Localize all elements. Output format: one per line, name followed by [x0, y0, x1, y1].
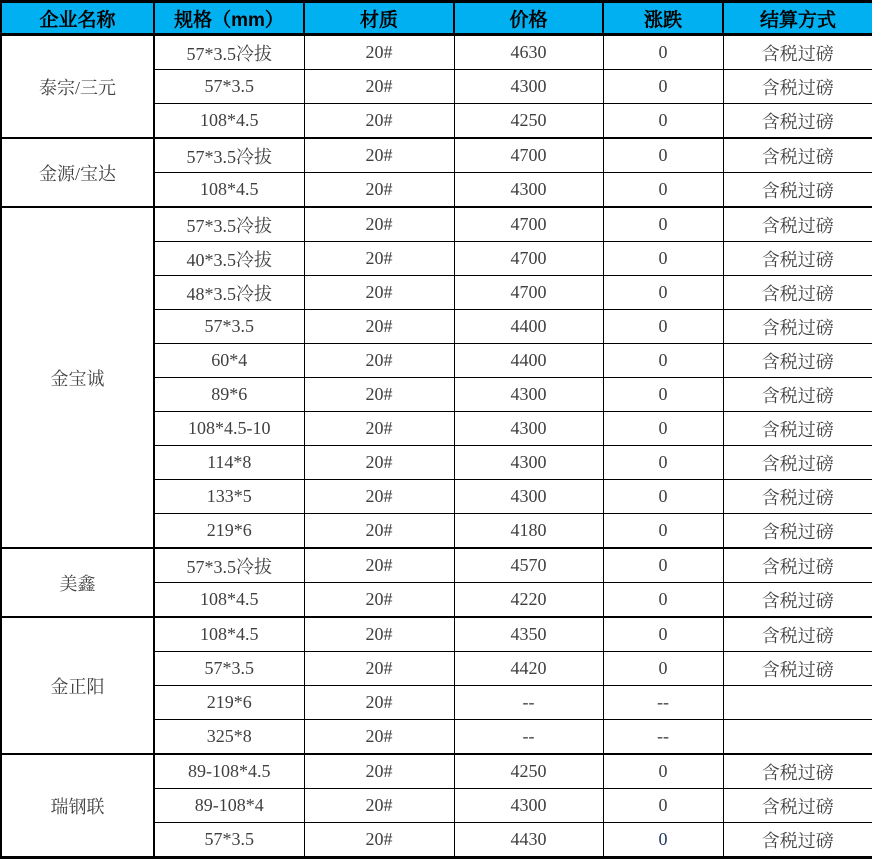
material-cell: 20# [304, 242, 454, 276]
spec-cell: 219*6 [154, 686, 304, 720]
settlement-cell: 含税过磅 [723, 104, 872, 139]
settlement-cell: 含税过磅 [723, 548, 872, 583]
settlement-cell: 含税过磅 [723, 514, 872, 549]
settlement-cell: 含税过磅 [723, 789, 872, 823]
material-cell: 20# [304, 754, 454, 789]
material-cell: 20# [304, 35, 454, 70]
material-cell: 20# [304, 173, 454, 208]
spec-cell: 108*4.5 [154, 173, 304, 208]
settlement-cell: 含税过磅 [723, 173, 872, 208]
change-cell: 0 [603, 754, 723, 789]
material-cell: 20# [304, 686, 454, 720]
price-cell: 4570 [454, 548, 603, 583]
spec-cell: 60*4 [154, 344, 304, 378]
material-cell: 20# [304, 583, 454, 618]
material-cell: 20# [304, 70, 454, 104]
spec-cell: 57*3.5 [154, 70, 304, 104]
company-cell: 美鑫 [1, 548, 154, 617]
settlement-cell [723, 720, 872, 755]
change-cell: 0 [603, 173, 723, 208]
spec-cell: 57*3.5 [154, 310, 304, 344]
spec-cell: 57*3.5冷拔 [154, 207, 304, 242]
price-cell: 4350 [454, 617, 603, 652]
price-cell: -- [454, 686, 603, 720]
settlement-cell: 含税过磅 [723, 378, 872, 412]
material-cell: 20# [304, 344, 454, 378]
change-cell: 0 [603, 344, 723, 378]
company-cell: 金源/宝达 [1, 138, 154, 207]
settlement-cell: 含税过磅 [723, 70, 872, 104]
table-row [1, 138, 872, 173]
price-cell: 4400 [454, 310, 603, 344]
spec-cell: 57*3.5 [154, 823, 304, 858]
material-cell: 20# [304, 652, 454, 686]
price-cell: -- [454, 720, 603, 755]
settlement-cell: 含税过磅 [723, 344, 872, 378]
material-cell: 20# [304, 207, 454, 242]
company-cell: 金宝诚 [1, 207, 154, 548]
price-cell: 4700 [454, 138, 603, 173]
change-cell: 0 [603, 242, 723, 276]
change-cell: 0 [603, 276, 723, 310]
header-row [1, 2, 872, 35]
price-cell: 4430 [454, 823, 603, 858]
change-cell: 0 [603, 652, 723, 686]
price-cell: 4300 [454, 412, 603, 446]
header-material: 材质 [304, 2, 454, 35]
change-cell: 0 [603, 789, 723, 823]
material-cell: 20# [304, 480, 454, 514]
price-cell: 4300 [454, 480, 603, 514]
material-cell: 20# [304, 789, 454, 823]
change-cell: 0 [603, 412, 723, 446]
company-cell: 瑞钢联 [1, 754, 154, 858]
price-cell: 4700 [454, 207, 603, 242]
spec-cell: 114*8 [154, 446, 304, 480]
spec-cell: 219*6 [154, 514, 304, 549]
settlement-cell [723, 686, 872, 720]
change-cell: 0 [603, 138, 723, 173]
material-cell: 20# [304, 378, 454, 412]
spec-cell: 48*3.5冷拔 [154, 276, 304, 310]
settlement-cell: 含税过磅 [723, 652, 872, 686]
material-cell: 20# [304, 720, 454, 755]
change-cell: 0 [603, 617, 723, 652]
settlement-cell: 含税过磅 [723, 138, 872, 173]
material-cell: 20# [304, 412, 454, 446]
change-cell: 0 [603, 310, 723, 344]
change-cell: 0 [603, 583, 723, 618]
spec-cell: 89*6 [154, 378, 304, 412]
table-body [1, 35, 872, 858]
change-cell: 0 [603, 480, 723, 514]
change-cell: -- [603, 686, 723, 720]
table-row [1, 207, 872, 242]
price-cell: 4300 [454, 173, 603, 208]
price-cell: 4630 [454, 35, 603, 70]
settlement-cell: 含税过磅 [723, 617, 872, 652]
settlement-cell: 含税过磅 [723, 310, 872, 344]
change-cell: 0 [603, 446, 723, 480]
settlement-cell: 含税过磅 [723, 35, 872, 70]
spec-cell: 108*4.5 [154, 104, 304, 139]
settlement-cell: 含税过磅 [723, 276, 872, 310]
change-cell: 0 [603, 548, 723, 583]
spec-cell: 57*3.5冷拔 [154, 138, 304, 173]
header-spec: 规格（mm） [154, 2, 304, 35]
settlement-cell: 含税过磅 [723, 412, 872, 446]
settlement-cell: 含税过磅 [723, 207, 872, 242]
change-cell: 0 [603, 35, 723, 70]
settlement-cell: 含税过磅 [723, 754, 872, 789]
change-cell: 0 [603, 378, 723, 412]
price-cell: 4300 [454, 446, 603, 480]
price-cell: 4700 [454, 276, 603, 310]
settlement-cell: 含税过磅 [723, 242, 872, 276]
spec-cell: 57*3.5冷拔 [154, 35, 304, 70]
spec-cell: 57*3.5 [154, 652, 304, 686]
spec-cell: 108*4.5 [154, 583, 304, 618]
settlement-cell: 含税过磅 [723, 823, 872, 858]
header-settlement: 结算方式 [723, 2, 872, 35]
price-cell: 4300 [454, 378, 603, 412]
material-cell: 20# [304, 104, 454, 139]
material-cell: 20# [304, 276, 454, 310]
material-cell: 20# [304, 310, 454, 344]
price-cell: 4220 [454, 583, 603, 618]
company-cell: 金正阳 [1, 617, 154, 754]
spec-cell: 40*3.5冷拔 [154, 242, 304, 276]
material-cell: 20# [304, 446, 454, 480]
price-cell: 4250 [454, 754, 603, 789]
spec-cell: 89-108*4 [154, 789, 304, 823]
change-cell: 0 [603, 70, 723, 104]
spec-cell: 57*3.5冷拔 [154, 548, 304, 583]
price-cell: 4400 [454, 344, 603, 378]
header-price: 价格 [454, 2, 603, 35]
table-row [1, 754, 872, 789]
company-cell: 泰宗/三元 [1, 35, 154, 139]
table-row [1, 617, 872, 652]
material-cell: 20# [304, 617, 454, 652]
settlement-cell: 含税过磅 [723, 446, 872, 480]
spec-cell: 133*5 [154, 480, 304, 514]
price-cell: 4300 [454, 789, 603, 823]
spec-cell: 108*4.5 [154, 617, 304, 652]
change-cell: 0 [603, 104, 723, 139]
material-cell: 20# [304, 138, 454, 173]
price-cell: 4420 [454, 652, 603, 686]
material-cell: 20# [304, 823, 454, 858]
price-cell: 4250 [454, 104, 603, 139]
change-cell: 0 [603, 207, 723, 242]
settlement-cell: 含税过磅 [723, 583, 872, 618]
spec-cell: 325*8 [154, 720, 304, 755]
table-row [1, 548, 872, 583]
header-change: 涨跌 [603, 2, 723, 35]
table-row [1, 35, 872, 70]
price-cell: 4300 [454, 70, 603, 104]
spec-cell: 89-108*4.5 [154, 754, 304, 789]
change-cell: 0 [603, 823, 723, 858]
price-cell: 4700 [454, 242, 603, 276]
material-cell: 20# [304, 548, 454, 583]
material-cell: 20# [304, 514, 454, 549]
change-cell: -- [603, 720, 723, 755]
price-cell: 4180 [454, 514, 603, 549]
spec-cell: 108*4.5-10 [154, 412, 304, 446]
settlement-cell: 含税过磅 [723, 480, 872, 514]
header-company: 企业名称 [1, 2, 154, 35]
change-cell: 0 [603, 514, 723, 549]
